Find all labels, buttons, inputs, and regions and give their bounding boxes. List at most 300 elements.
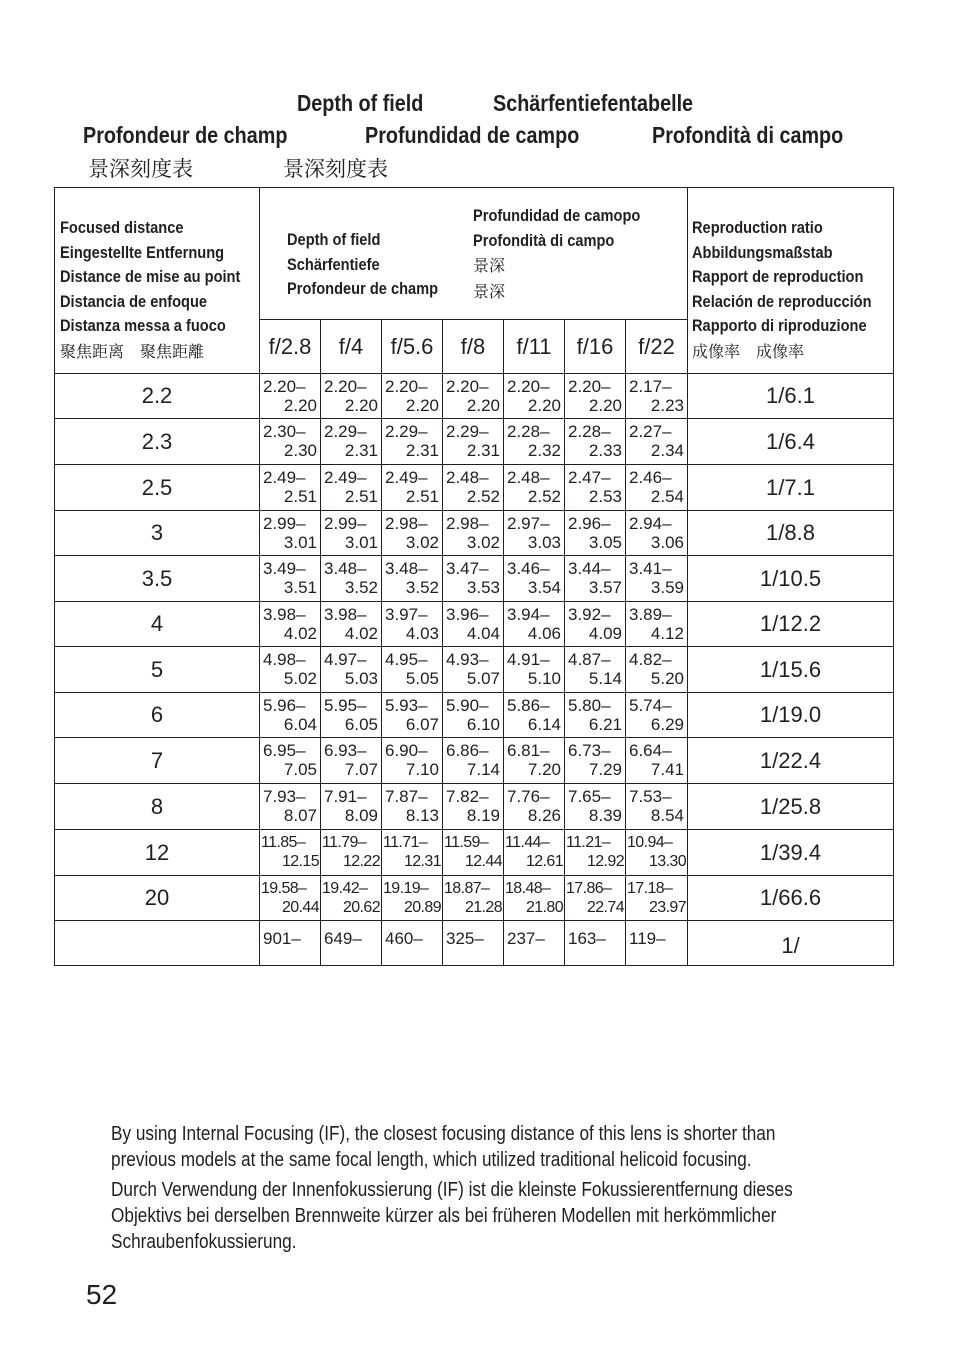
depth-of-field-label-cjk-1: 景深: [473, 282, 506, 301]
depth-range-cell: [382, 876, 443, 921]
depth-range-cell: [565, 602, 626, 647]
near-limit: 2.46–: [629, 468, 672, 487]
far-limit: 8.39: [588, 806, 622, 825]
near-limit: 3.48–: [324, 559, 367, 578]
focused-distance-cell: 4: [55, 602, 260, 647]
near-limit: 7.82–: [446, 787, 489, 806]
depth-range-cell: [382, 921, 443, 966]
near-limit: 3.92–: [568, 605, 611, 624]
depth-range-cell: [260, 647, 321, 693]
table-row: [55, 602, 894, 647]
fstop-header: f/8: [443, 320, 504, 374]
far-limit: 3.01: [344, 533, 378, 552]
reproduction-ratio-cell: 1/: [688, 921, 894, 966]
depth-range-cell: [443, 465, 504, 511]
far-limit: 6.29: [650, 715, 685, 734]
far-limit: 7.07: [344, 760, 378, 779]
depth-range-cell: [260, 556, 321, 602]
depth-range-cell: [321, 602, 382, 647]
far-limit: 2.54: [650, 487, 685, 506]
near-limit: 19.42–: [322, 880, 368, 897]
far-limit: 2.52: [466, 487, 500, 506]
near-limit: 2.29–: [385, 422, 428, 441]
depth-range-cell: [565, 511, 626, 556]
focused-distance-cjk: 聚焦距离 聚焦距離: [60, 341, 205, 361]
depth-range-cell: [382, 647, 443, 693]
near-limit: 11.79–: [322, 834, 367, 851]
near-limit: 4.93–: [446, 650, 489, 669]
far-limit: 2.31: [344, 441, 378, 460]
reproduction-ratio-cell: 1/8.8: [688, 511, 894, 556]
depth-range-cell: [504, 876, 565, 921]
depth-range-cell: [504, 602, 565, 647]
depth-range-cell: [565, 876, 626, 921]
far-limit: 6.21: [588, 715, 622, 734]
far-limit: 2.51: [283, 487, 317, 506]
near-limit: 5.96–: [263, 696, 306, 715]
title-de: Schärfentiefentabelle: [493, 90, 694, 116]
far-limit: 12.44: [464, 853, 502, 870]
far-limit: 5.02: [283, 669, 317, 688]
far-limit: 3.01: [283, 533, 317, 552]
depth-range-cell: [382, 693, 443, 738]
near-limit: 4.97–: [324, 650, 367, 669]
focused-distance-label-0: Focused distance: [60, 218, 184, 237]
far-limit: 5.20: [650, 669, 685, 688]
near-limit: 7.91–: [324, 787, 367, 806]
title-en: Depth of field: [297, 90, 424, 116]
depth-range-cell: [321, 465, 382, 511]
depth-range-cell: [504, 830, 565, 876]
near-limit: 237–: [507, 929, 545, 948]
fstop-header: f/16: [565, 320, 626, 374]
far-limit: 2.20: [283, 396, 317, 415]
far-limit: 7.41: [650, 760, 685, 779]
focused-distance-label-1: Eingestellte Entfernung: [60, 242, 225, 262]
depth-range-cell: [443, 738, 504, 784]
table-row: [55, 876, 894, 921]
far-limit: 8.54: [650, 806, 685, 825]
depth-range-cell: [565, 738, 626, 784]
far-limit: 2.20: [588, 396, 622, 415]
focused-distance-cell: 2.3: [55, 419, 260, 465]
near-limit: 2.20–: [263, 377, 306, 396]
depth-range-cell: [382, 830, 443, 876]
near-limit: 2.48–: [446, 468, 489, 487]
reproduction-ratio-label-3: Relación de reproducción: [692, 291, 872, 311]
depth-of-field-label-2: Profondeur de champ: [287, 279, 439, 298]
far-limit: 3.02: [466, 533, 500, 552]
near-limit: 2.30–: [263, 422, 306, 441]
near-limit: 7.93–: [263, 787, 306, 806]
near-limit: 2.20–: [385, 377, 428, 396]
near-limit: 3.41–: [629, 559, 672, 578]
reproduction-ratio-cell: 1/22.4: [688, 738, 894, 784]
near-limit: 17.18–: [627, 880, 673, 897]
near-limit: 2.48–: [507, 468, 550, 487]
title-es: Profundidad de campo: [365, 122, 580, 148]
footer-note-en: By using Internal Focusing (IF), the closest focusing distance of this lens is shorter than previous models at the same focal length, which utilized traditional helicoid focusing.: [111, 1123, 776, 1171]
near-limit: 5.93–: [385, 696, 428, 715]
title-zh-simplified: 景深刻度表: [88, 157, 193, 181]
far-limit: 22.74: [586, 899, 624, 916]
near-limit: 4.95–: [385, 650, 428, 669]
depth-range-cell: [321, 830, 382, 876]
near-limit: 2.94–: [629, 514, 672, 533]
far-limit: 6.14: [527, 715, 561, 734]
near-limit: 11.44–: [505, 834, 550, 851]
near-limit: 3.44–: [568, 559, 611, 578]
far-limit: 12.61: [525, 853, 563, 870]
far-limit: 12.22: [342, 853, 380, 870]
reproduction-ratio-label-1: Abbildungsmaßstab: [692, 242, 833, 262]
near-limit: 5.95–: [324, 696, 367, 715]
depth-range-cell: [321, 693, 382, 738]
reproduction-ratio-cell: 1/10.5: [688, 556, 894, 602]
depth-range-cell: [260, 511, 321, 556]
depth-range-cell: [382, 511, 443, 556]
far-limit: 12.15: [281, 853, 319, 870]
depth-range-cell: [443, 784, 504, 830]
focused-distance-cell: 8: [55, 784, 260, 830]
depth-of-field-table: [54, 187, 894, 966]
depth-range-cell: [443, 647, 504, 693]
depth-range-cell: [443, 876, 504, 921]
far-limit: 2.20: [405, 396, 439, 415]
near-limit: 2.27–: [629, 422, 672, 441]
near-limit: 3.46–: [507, 559, 550, 578]
depth-range-cell: [443, 602, 504, 647]
far-limit: 20.89: [403, 899, 441, 916]
far-limit: 4.12: [650, 624, 685, 643]
fstop-header: f/22: [626, 320, 688, 374]
near-limit: 11.71–: [383, 834, 428, 851]
depth-range-cell: [382, 374, 443, 419]
focused-distance-cell: 3: [55, 511, 260, 556]
far-limit: 8.19: [466, 806, 500, 825]
near-limit: 10.94–: [627, 834, 673, 851]
near-limit: 6.86–: [446, 741, 489, 760]
near-limit: 18.48–: [505, 880, 551, 897]
footer-note-de: Durch Verwendung der Innenfokussierung (IF) ist die kleinste Fokussierentfernung dieses Objektivs bei derselben Brennweite kürzer als bei früheren Modellen mit herkömmlicher Schraubenfokussierung.: [111, 1179, 793, 1253]
table-row: [55, 738, 894, 784]
far-limit: 2.31: [405, 441, 439, 460]
reproduction-ratio-header: [688, 188, 894, 374]
depth-range-cell: [565, 784, 626, 830]
depth-range-cell: [260, 921, 321, 966]
fstop-header: f/11: [504, 320, 565, 374]
reproduction-ratio-cell: 1/15.6: [688, 647, 894, 693]
depth-range-cell: [565, 693, 626, 738]
near-limit: 460–: [385, 929, 423, 948]
depth-range-cell: [504, 647, 565, 693]
far-limit: 2.20: [344, 396, 378, 415]
far-limit: 3.06: [650, 533, 685, 552]
depth-range-cell: [321, 556, 382, 602]
depth-range-cell: [443, 693, 504, 738]
focused-distance-cell: [55, 921, 260, 966]
depth-range-cell: [504, 511, 565, 556]
depth-range-cell: [443, 921, 504, 966]
far-limit: 2.53: [588, 487, 622, 506]
depth-range-cell: [504, 693, 565, 738]
depth-range-cell: [382, 419, 443, 465]
depth-of-field-label-cjk-0: 景深: [473, 256, 506, 275]
depth-range-cell: [626, 556, 688, 602]
table-row: [55, 647, 894, 693]
focused-distance-cell: 12: [55, 830, 260, 876]
near-limit: 5.80–: [568, 696, 611, 715]
table-row: [55, 511, 894, 556]
table-row: [55, 465, 894, 511]
depth-range-cell: [626, 647, 688, 693]
near-limit: 11.85–: [261, 834, 306, 851]
depth-range-cell: [382, 738, 443, 784]
depth-range-cell: [321, 738, 382, 784]
focused-distance-cell: 5: [55, 647, 260, 693]
depth-range-cell: [321, 374, 382, 419]
near-limit: 3.47–: [446, 559, 489, 578]
near-limit: 3.49–: [263, 559, 306, 578]
far-limit: 8.26: [527, 806, 561, 825]
near-limit: 11.59–: [444, 834, 489, 851]
depth-range-cell: [321, 784, 382, 830]
near-limit: 6.73–: [568, 741, 611, 760]
near-limit: 7.76–: [507, 787, 550, 806]
far-limit: 3.03: [527, 533, 561, 552]
depth-range-cell: [504, 419, 565, 465]
reproduction-ratio-label-4: Rapporto di riproduzione: [692, 316, 867, 335]
far-limit: 20.62: [342, 899, 380, 916]
depth-range-cell: [260, 738, 321, 784]
depth-range-cell: [260, 374, 321, 419]
far-limit: 2.52: [527, 487, 561, 506]
depth-range-cell: [626, 419, 688, 465]
near-limit: 6.90–: [385, 741, 428, 760]
reproduction-ratio-cell: 1/39.4: [688, 830, 894, 876]
reproduction-ratio-label-2: Rapport de reproduction: [692, 267, 864, 286]
reproduction-ratio-cell: 1/7.1: [688, 465, 894, 511]
near-limit: 3.98–: [263, 605, 306, 624]
far-limit: 6.04: [283, 715, 317, 734]
focused-distance-header: [55, 188, 260, 374]
depth-range-cell: [321, 419, 382, 465]
near-limit: 2.97–: [507, 514, 550, 533]
depth-range-cell: [565, 830, 626, 876]
near-limit: 2.20–: [324, 377, 367, 396]
reproduction-ratio-cell: 1/6.4: [688, 419, 894, 465]
depth-range-cell: [443, 556, 504, 602]
far-limit: 8.13: [405, 806, 439, 825]
near-limit: 4.87–: [568, 650, 611, 669]
far-limit: 7.10: [405, 760, 439, 779]
far-limit: 4.04: [466, 624, 500, 643]
far-limit: 6.07: [405, 715, 439, 734]
reproduction-ratio-cell: 1/66.6: [688, 876, 894, 921]
far-limit: 2.23: [650, 396, 685, 415]
depth-range-cell: [260, 876, 321, 921]
far-limit: 3.53: [466, 578, 500, 597]
table-row: [55, 556, 894, 602]
reproduction-ratio-cell: 1/6.1: [688, 374, 894, 419]
far-limit: 5.10: [527, 669, 561, 688]
near-limit: 3.98–: [324, 605, 367, 624]
focused-distance-label-2: Distance de mise au point: [60, 267, 241, 286]
near-limit: 7.53–: [629, 787, 672, 806]
depth-range-cell: [260, 693, 321, 738]
depth-range-cell: [504, 374, 565, 419]
near-limit: 2.49–: [385, 468, 428, 487]
depth-range-cell: [443, 374, 504, 419]
depth-range-cell: [382, 602, 443, 647]
depth-range-cell: [260, 419, 321, 465]
depth-range-cell: [565, 647, 626, 693]
title-it: Profondità di campo: [652, 122, 844, 148]
reproduction-ratio-label-0: Reproduction ratio: [692, 218, 823, 237]
depth-range-cell: [565, 419, 626, 465]
depth-of-field-label-es-it-0: Profundidad de camopo: [473, 206, 641, 225]
depth-range-cell: [626, 921, 688, 966]
near-limit: 3.48–: [385, 559, 428, 578]
depth-range-cell: [382, 465, 443, 511]
reproduction-ratio-cell: 1/19.0: [688, 693, 894, 738]
far-limit: 3.52: [344, 578, 378, 597]
depth-of-field-label-0: Depth of field: [287, 230, 381, 249]
far-limit: 2.20: [527, 396, 561, 415]
far-limit: 5.07: [466, 669, 500, 688]
table-row: [55, 921, 894, 966]
depth-range-cell: [565, 921, 626, 966]
far-limit: 6.10: [466, 715, 500, 734]
far-limit: 2.32: [527, 441, 561, 460]
near-limit: 2.29–: [324, 422, 367, 441]
near-limit: 7.65–: [568, 787, 611, 806]
far-limit: 5.03: [344, 669, 378, 688]
far-limit: 2.34: [650, 441, 685, 460]
depth-range-cell: [504, 556, 565, 602]
near-limit: 5.74–: [629, 696, 672, 715]
far-limit: 5.14: [588, 669, 622, 688]
depth-range-cell: [626, 876, 688, 921]
far-limit: 2.51: [344, 487, 378, 506]
fstop-header: f/5.6: [382, 320, 443, 374]
reproduction-ratio-cjk: 成像率 成像率: [692, 341, 805, 361]
near-limit: 2.49–: [324, 468, 367, 487]
table-row: [55, 830, 894, 876]
far-limit: 21.80: [525, 899, 563, 916]
depth-range-cell: [260, 830, 321, 876]
focused-distance-cell: 2.5: [55, 465, 260, 511]
far-limit: 3.05: [588, 533, 622, 552]
far-limit: 7.14: [466, 760, 500, 779]
near-limit: 5.86–: [507, 696, 550, 715]
near-limit: 4.91–: [507, 650, 550, 669]
near-limit: 119–: [629, 929, 666, 948]
near-limit: 6.93–: [324, 741, 367, 760]
depth-range-cell: [443, 511, 504, 556]
far-limit: 4.02: [344, 624, 378, 643]
near-limit: 2.20–: [446, 377, 489, 396]
far-limit: 12.92: [586, 853, 624, 870]
near-limit: 2.29–: [446, 422, 489, 441]
near-limit: 6.81–: [507, 741, 550, 760]
near-limit: 17.86–: [566, 880, 612, 897]
far-limit: 23.97: [648, 899, 687, 916]
depth-range-cell: [321, 921, 382, 966]
title-fr: Profondeur de champ: [83, 122, 288, 148]
far-limit: 3.57: [588, 578, 622, 597]
near-limit: 2.20–: [507, 377, 550, 396]
far-limit: 3.51: [283, 578, 317, 597]
near-limit: 18.87–: [444, 880, 490, 897]
near-limit: 6.64–: [629, 741, 672, 760]
depth-range-cell: [626, 511, 688, 556]
depth-range-cell: [260, 784, 321, 830]
depth-range-cell: [504, 465, 565, 511]
near-limit: 2.47–: [568, 468, 611, 487]
focused-distance-cell: 3.5: [55, 556, 260, 602]
near-limit: 19.58–: [261, 880, 307, 897]
near-limit: 325–: [446, 929, 484, 948]
focused-distance-label-3: Distancia de enfoque: [60, 291, 208, 311]
depth-range-cell: [382, 556, 443, 602]
focused-distance-label-4: Distanza messa a fuoco: [60, 316, 226, 335]
focused-distance-cell: 2.2: [55, 374, 260, 419]
depth-range-cell: [321, 511, 382, 556]
far-limit: 8.09: [344, 806, 378, 825]
depth-range-cell: [504, 784, 565, 830]
table-row: [55, 419, 894, 465]
far-limit: 3.59: [650, 578, 685, 597]
near-limit: 2.99–: [324, 514, 367, 533]
depth-range-cell: [504, 738, 565, 784]
focused-distance-cell: 20: [55, 876, 260, 921]
near-limit: 2.17–: [629, 377, 672, 396]
depth-range-cell: [626, 738, 688, 784]
near-limit: 5.90–: [446, 696, 489, 715]
depth-of-field-label-es-it-1: Profondità di campo: [473, 230, 615, 250]
near-limit: 2.96–: [568, 514, 611, 533]
page-number: 52: [86, 1279, 118, 1310]
depth-range-cell: [565, 556, 626, 602]
fstop-header: f/4: [321, 320, 382, 374]
depth-range-cell: [626, 374, 688, 419]
far-limit: 2.33: [588, 441, 622, 460]
far-limit: 7.20: [527, 760, 561, 779]
title-zh-traditional: 景深刻度表: [283, 157, 388, 181]
near-limit: 2.20–: [568, 377, 611, 396]
near-limit: 7.87–: [385, 787, 428, 806]
far-limit: 6.05: [344, 715, 378, 734]
near-limit: 3.97–: [385, 605, 428, 624]
near-limit: 6.95–: [263, 741, 306, 760]
depth-range-cell: [565, 465, 626, 511]
near-limit: 2.49–: [263, 468, 306, 487]
near-limit: 2.99–: [263, 514, 306, 533]
depth-of-field-header: [260, 188, 688, 320]
fstop-header: f/2.8: [260, 320, 321, 374]
depth-range-cell: [626, 830, 688, 876]
near-limit: 901–: [263, 929, 301, 948]
far-limit: 5.05: [405, 669, 439, 688]
depth-range-cell: [443, 830, 504, 876]
far-limit: 3.52: [405, 578, 439, 597]
far-limit: 2.51: [405, 487, 439, 506]
depth-range-cell: [382, 784, 443, 830]
far-limit: 7.29: [588, 760, 622, 779]
near-limit: 19.19–: [383, 880, 429, 897]
depth-range-cell: [260, 465, 321, 511]
